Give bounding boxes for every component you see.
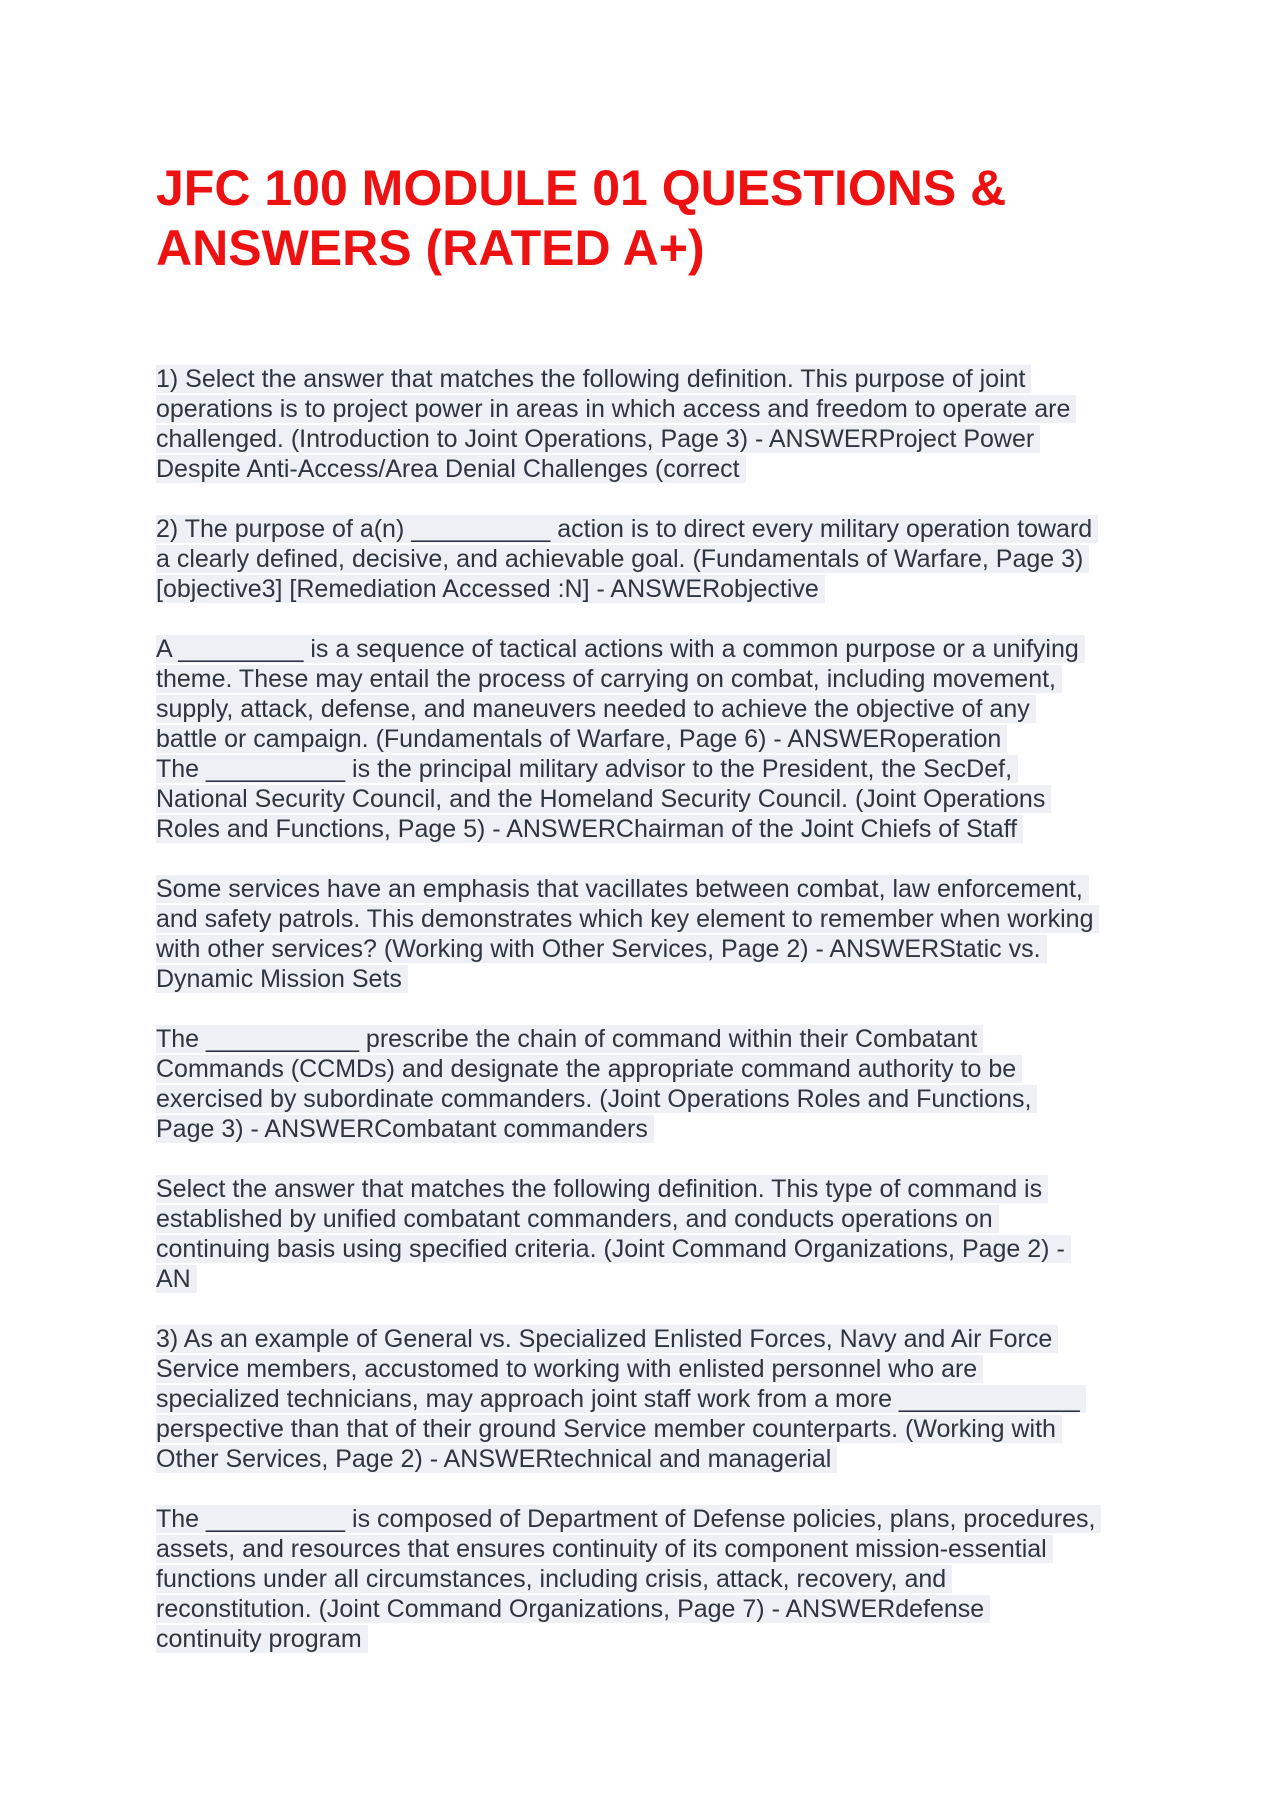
- qa-paragraph-5: [156, 874, 1146, 994]
- text-line: continuing basis using specified criteria. (Joint Command Organizations, Page 2) -: [156, 1235, 1071, 1263]
- text-line: reconstitution. (Joint Command Organizations, Page 7) - ANSWERdefense: [156, 1595, 990, 1623]
- qa-paragraph-2: [156, 514, 1146, 604]
- title-line: JFC 100 MODULE 01 QUESTIONS &: [156, 160, 1007, 216]
- document-body: [156, 364, 1146, 1684]
- text-line: Dynamic Mission Sets: [156, 965, 408, 993]
- text-line: [objective3] [Remediation Accessed :N] - ANSWERobjective: [156, 575, 825, 603]
- text-line: Roles and Functions, Page 5) - ANSWERChairman of the Joint Chiefs of Staff: [156, 815, 1023, 843]
- qa-paragraph-7: [156, 1174, 1146, 1294]
- text-line: A _________ is a sequence of tactical actions with a common purpose or a unifying: [156, 635, 1085, 663]
- text-line: with other services? (Working with Other Services, Page 2) - ANSWERStatic vs.: [156, 935, 1047, 963]
- text-line: continuity program: [156, 1625, 368, 1653]
- text-line: Commands (CCMDs) and designate the appropriate command authority to be: [156, 1055, 1022, 1083]
- qa-paragraph-6: [156, 1024, 1146, 1144]
- text-line: Some services have an emphasis that vacillates between combat, law enforcement,: [156, 875, 1089, 903]
- qa-paragraph-4: [156, 754, 1146, 844]
- text-line: and safety patrols. This demonstrates which key element to remember when working: [156, 905, 1099, 933]
- text-line: assets, and resources that ensures continuity of its component mission-essential: [156, 1535, 1053, 1563]
- text-line: Select the answer that matches the following definition. This type of command is: [156, 1175, 1048, 1203]
- text-line: National Security Council, and the Homeland Security Council. (Joint Operations: [156, 785, 1051, 813]
- qa-paragraph-3: [156, 634, 1146, 754]
- text-line: perspective than that of their ground Service member counterparts. (Working with: [156, 1415, 1062, 1443]
- text-line: The __________ is the principal military advisor to the President, the SecDef,: [156, 755, 1018, 783]
- text-line: established by unified combatant commanders, and conducts operations on: [156, 1205, 999, 1233]
- text-line: operations is to project power in areas in which access and freedom to operate are: [156, 395, 1076, 423]
- text-line: The __________ is composed of Department of Defense policies, plans, procedures,: [156, 1505, 1101, 1533]
- text-line: Despite Anti-Access/Area Denial Challenges (correct: [156, 455, 746, 483]
- text-line: exercised by subordinate commanders. (Joint Operations Roles and Functions,: [156, 1085, 1037, 1113]
- text-line: Service members, accustomed to working with enlisted personnel who are: [156, 1355, 983, 1383]
- text-line: specialized technicians, may approach joint staff work from a more _____________: [156, 1385, 1086, 1413]
- text-line: Page 3) - ANSWERCombatant commanders: [156, 1115, 654, 1143]
- text-line: 1) Select the answer that matches the following definition. This purpose of joint: [156, 365, 1031, 393]
- qa-paragraph-1: [156, 364, 1146, 484]
- text-line: a clearly defined, decisive, and achievable goal. (Fundamentals of Warfare, Page 3): [156, 545, 1089, 573]
- text-line: 2) The purpose of a(n) __________ action is to direct every military operation toward: [156, 515, 1098, 543]
- text-line: functions under all circumstances, including crisis, attack, recovery, and: [156, 1565, 952, 1593]
- text-line: AN: [156, 1265, 197, 1293]
- text-line: battle or campaign. (Fundamentals of Warfare, Page 6) - ANSWERoperation: [156, 725, 1007, 753]
- text-line: Other Services, Page 2) - ANSWERtechnical and managerial: [156, 1445, 837, 1473]
- text-line: 3) As an example of General vs. Specialized Enlisted Forces, Navy and Air Force: [156, 1325, 1058, 1353]
- qa-paragraph-9: [156, 1504, 1146, 1654]
- text-line: supply, attack, defense, and maneuvers needed to achieve the objective of any: [156, 695, 1036, 723]
- text-line: The ___________ prescribe the chain of command within their Combatant: [156, 1025, 983, 1053]
- text-line: challenged. (Introduction to Joint Operations, Page 3) - ANSWERProject Power: [156, 425, 1040, 453]
- text-line: theme. These may entail the process of carrying on combat, including movement,: [156, 665, 1062, 693]
- qa-paragraph-8: [156, 1324, 1146, 1474]
- document-title: [156, 158, 1136, 278]
- title-line: ANSWERS (RATED A+): [156, 220, 705, 276]
